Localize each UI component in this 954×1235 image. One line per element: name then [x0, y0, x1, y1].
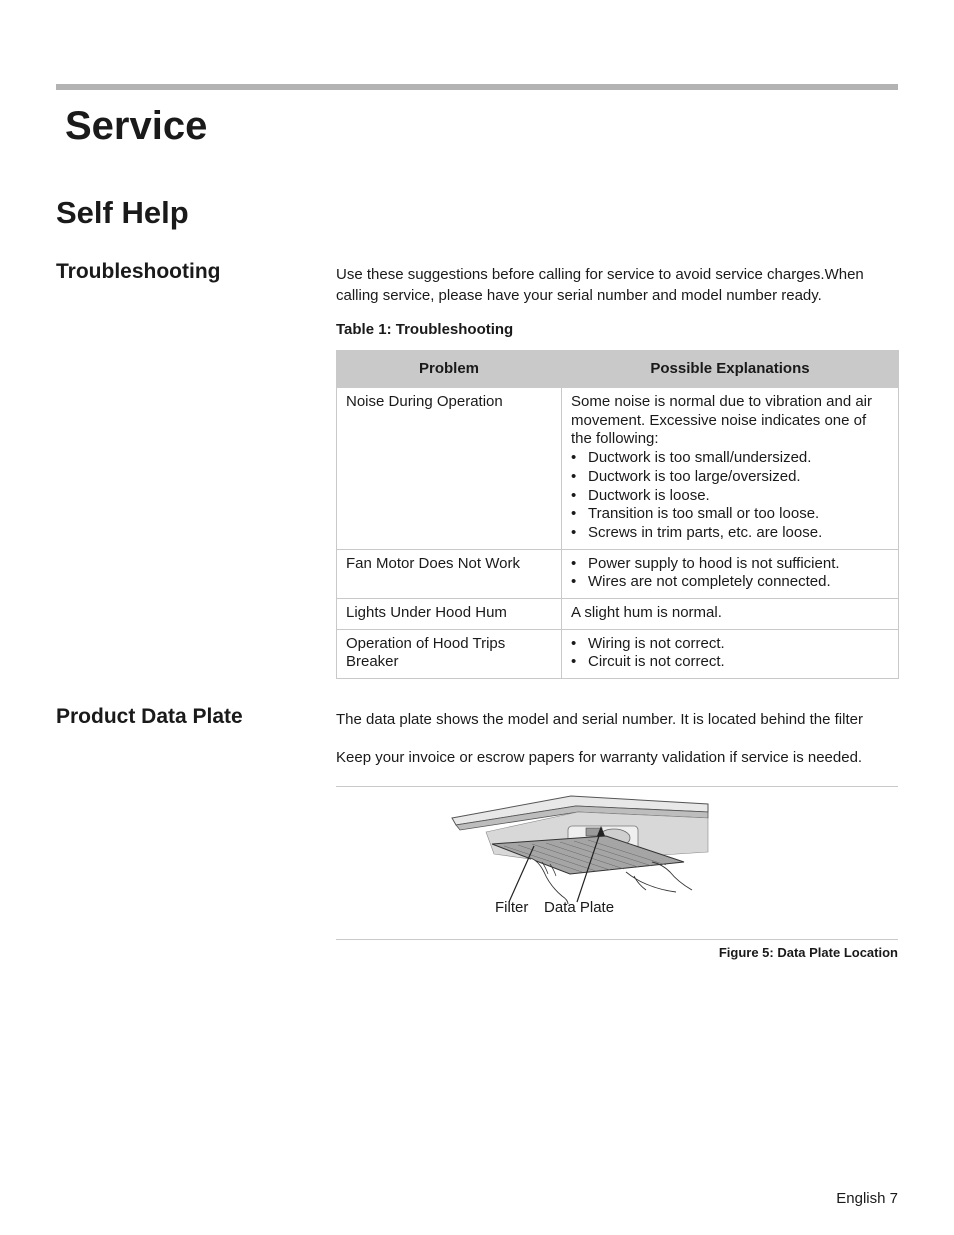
explanation-bullet: • Ductwork is loose. — [571, 487, 889, 506]
table-row — [337, 629, 899, 678]
figure-top-rule — [336, 786, 898, 787]
problem-cell: Fan Motor Does Not Work — [337, 549, 562, 598]
explanation-cell — [562, 629, 899, 678]
troubleshooting-table — [336, 350, 899, 679]
explanation-text: Some noise is normal due to vibration and air movement. Excessive noise indicates one of the following: — [571, 393, 872, 448]
troubleshooting-intro: Use these suggestions before calling for service to avoid service charges.When calling service, please have your serial number and model number ready. — [336, 266, 864, 304]
explanation-list — [571, 635, 889, 672]
explanation-bullet: • Screws in trim parts, etc. are loose. — [571, 524, 889, 543]
explanation-bullet: • Power supply to hood is not sufficient. — [571, 555, 889, 574]
explanation-cell — [562, 549, 899, 598]
explanation-list — [571, 555, 889, 592]
top-rule — [56, 84, 898, 90]
explanation-bullet: • Ductwork is too small/undersized. — [571, 449, 889, 468]
section-title-self-help: Self Help — [56, 195, 189, 230]
problem-cell: Lights Under Hood Hum — [337, 599, 562, 630]
explanation-cell — [562, 388, 899, 550]
heading-product-data-plate: Product Data Plate — [56, 705, 243, 728]
page-title: Service — [65, 104, 208, 148]
explanation-bullet: • Wires are not completely connected. — [571, 573, 889, 592]
explanation-cell: A slight hum is normal. — [562, 599, 899, 630]
problem-cell: Noise During Operation — [337, 388, 562, 550]
explanation-bullet: • Transition is too small or too loose. — [571, 505, 889, 524]
warranty-paragraph: Keep your invoice or escrow papers for warranty validation if service is needed. — [336, 749, 863, 766]
figure-label-filter: Filter — [495, 899, 529, 916]
figure-label-data-plate: Data Plate — [544, 899, 615, 916]
explanation-list — [571, 449, 889, 543]
heading-troubleshooting: Troubleshooting — [56, 260, 221, 283]
table-row — [337, 599, 899, 630]
explanation-bullet: • Circuit is not correct. — [571, 653, 889, 672]
problem-cell: Operation of Hood Trips Breaker — [337, 629, 562, 678]
column-header-explanations: Possible Explanations — [562, 351, 899, 388]
table-row — [337, 388, 899, 550]
table-caption: Table 1: Troubleshooting — [336, 321, 514, 338]
table-row — [337, 549, 899, 598]
figure-bottom-rule — [336, 939, 898, 940]
table-header-row — [337, 351, 899, 388]
figure-caption: Figure 5: Data Plate Location — [718, 945, 898, 960]
page-footer: English 7 — [836, 1190, 898, 1207]
data-plate-paragraph: The data plate shows the model and serial number. It is located behind the filter — [336, 711, 863, 728]
column-header-problem: Problem — [337, 351, 562, 388]
explanation-bullet: • Ductwork is too large/oversized. — [571, 468, 889, 487]
explanation-bullet: • Wiring is not correct. — [571, 635, 889, 654]
